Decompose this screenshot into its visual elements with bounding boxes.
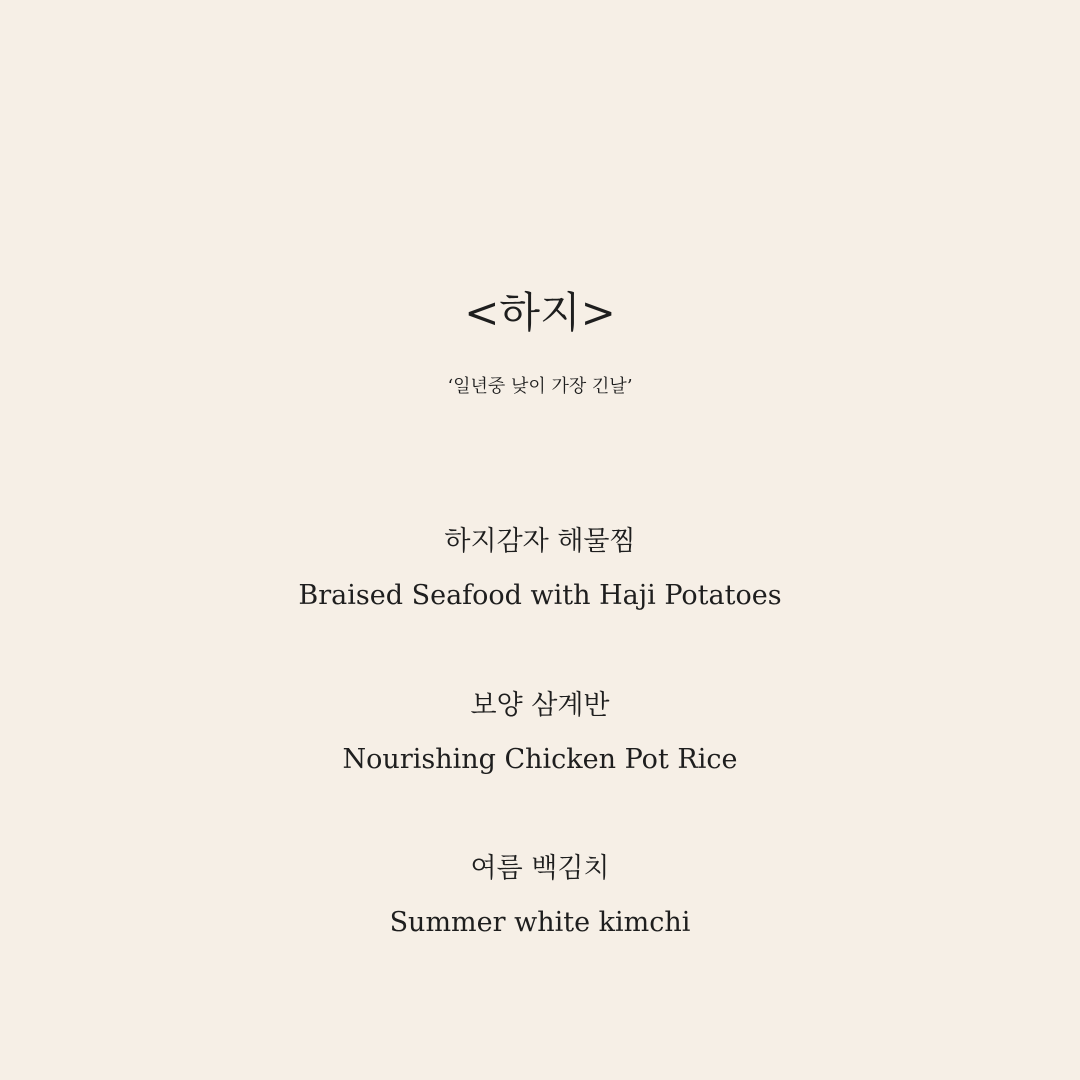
menu-item-korean-name: 여름 백김치 <box>470 853 610 884</box>
menu-item-seafood <box>0 522 1080 616</box>
page-subtitle: ‘일년중 낮이 가장 긴날’ <box>447 376 633 397</box>
menu-item-english-name: Nourishing Chicken Pot Rice <box>342 744 738 775</box>
menu-item-korean-name: 보양 삼계반 <box>470 690 610 721</box>
menu-item-korean-name: 하지감자 해물찜 <box>444 526 636 557</box>
menu-item-english-name: Braised Seafood with Haji Potatoes <box>298 580 782 611</box>
menu-item-chicken-rice <box>0 686 1080 780</box>
menu-item-white-kimchi <box>0 849 1080 943</box>
page-title: <하지> <box>464 288 616 337</box>
menu-item-english-name: Summer white kimchi <box>389 907 691 938</box>
